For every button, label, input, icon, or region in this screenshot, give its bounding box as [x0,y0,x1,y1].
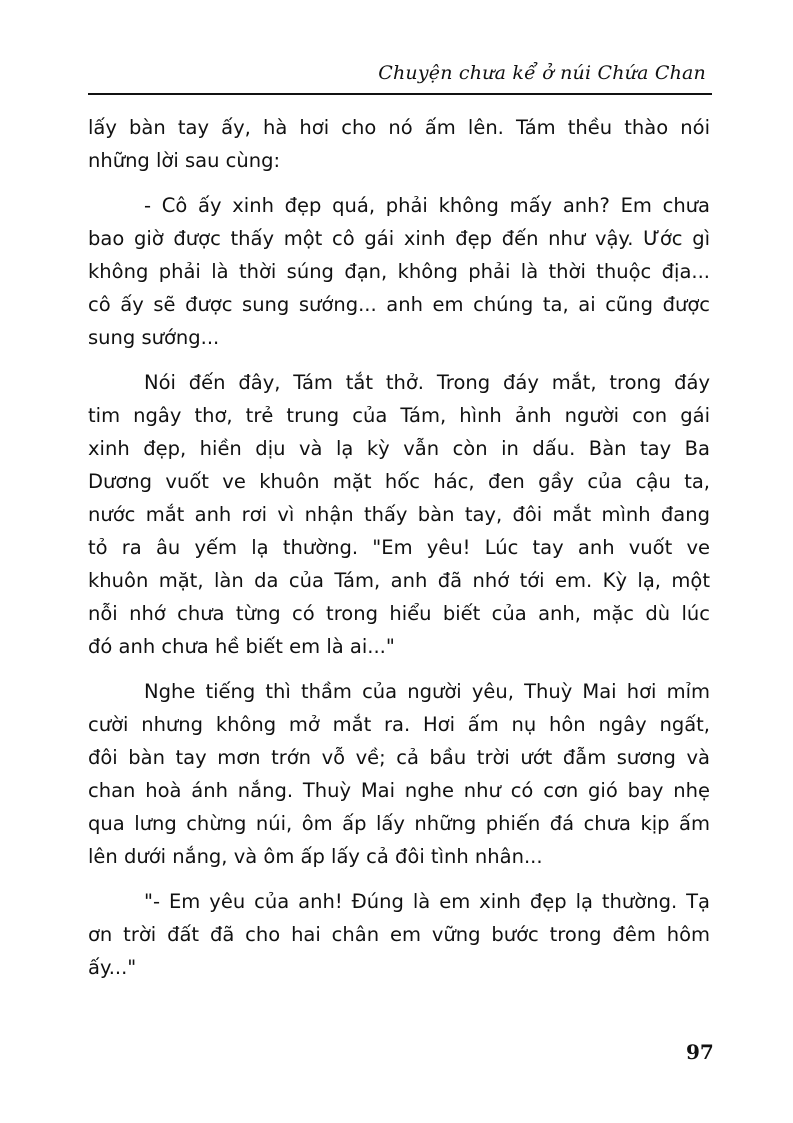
text-line: nỗi nhớ chưa từng có trong hiểu biết của anh, mặc dù lúc [88,602,710,625]
text-line: những lời sau cùng: [88,149,281,172]
text-line: - Cô ấy xinh đẹp quá, phải không mấy anh? Em chưa [144,194,710,217]
text-line: lấy bàn tay ấy, hà hơi cho nó ấm lên. Tám thều thào nói [88,116,710,139]
page-number: 97 [686,1040,714,1064]
text-line: ấy..." [88,956,137,979]
text-line: lên dưới nắng, và ôm ấp lấy cả đôi tình nhân... [88,845,543,868]
paragraph [88,366,710,663]
text-line: Nghe tiếng thì thầm của người yêu, Thuỳ Mai hơi mỉm [144,680,710,703]
text-line: bao giờ được thấy một cô gái xinh đẹp đến như vậy. Ước gì [88,227,710,250]
text-line: "- Em yêu của anh! Đúng là em xinh đẹp lạ thường. Tạ [144,890,710,913]
text-line: cười nhưng không mở mắt ra. Hơi ấm nụ hôn ngây ngất, [88,713,710,736]
text-line: nước mắt anh rơi vì nhận thấy bàn tay, đôi mắt mình đang [88,503,710,526]
text-line: tỏ ra âu yếm lạ thường. "Em yêu! Lúc tay anh vuốt ve [88,536,710,559]
text-line: đó anh chưa hề biết em là ai..." [88,635,395,658]
text-line: tim ngây thơ, trẻ trung của Tám, hình ảnh người con gái [88,404,710,427]
paragraph [88,189,710,354]
text-line: ơn trời đất đã cho hai chân em vững bước trong đêm hôm [88,923,710,946]
text-line: xinh đẹp, hiền dịu và lạ kỳ vẫn còn in dấu. Bàn tay Ba [88,437,710,460]
text-line: chan hoà ánh nắng. Thuỳ Mai nghe như có cơn gió bay nhẹ [88,779,710,802]
running-title: Chuyện chưa kể ở núi Chứa Chan [378,62,706,84]
text-line: không phải là thời súng đạn, không phải là thời thuộc địa... [88,260,710,283]
text-line: sung sướng... [88,326,220,349]
paragraph [88,111,710,177]
text-line: khuôn mặt, làn da của Tám, anh đã nhớ tới em. Kỳ lạ, một [88,569,710,592]
body-text [88,111,710,996]
paragraph [88,885,710,984]
text-line: Dương vuốt ve khuôn mặt hốc hác, đen gầy của cậu ta, [88,470,710,493]
text-line: đôi bàn tay mơn trớn vỗ về; cả bầu trời ướt đẫm sương và [88,746,710,769]
text-line: Nói đến đây, Tám tắt thở. Trong đáy mắt, trong đáy [144,371,710,394]
text-line: cô ấy sẽ được sung sướng... anh em chúng ta, ai cũng được [88,293,710,316]
text-line: qua lưng chừng núi, ôm ấp lấy những phiến đá chưa kịp ấm [88,812,710,835]
header-rule [88,93,712,95]
paragraph [88,675,710,873]
